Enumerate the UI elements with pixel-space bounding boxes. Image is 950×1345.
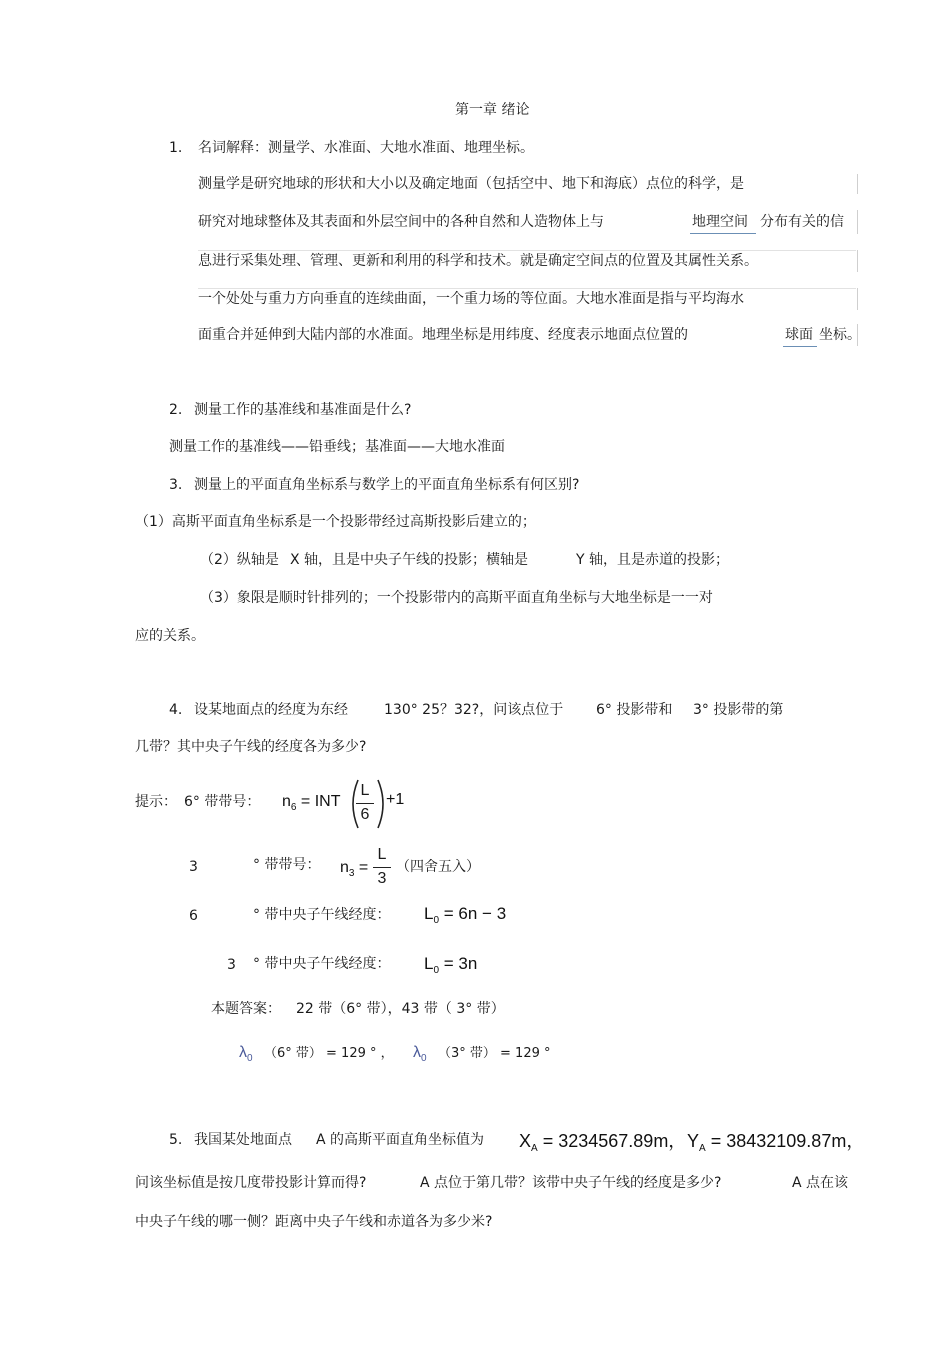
lambda-subscript: 0 <box>421 1053 427 1064</box>
q4-number: 4. <box>169 702 183 718</box>
n3-denominator: 3 <box>377 870 387 887</box>
fraction-bar <box>356 803 374 804</box>
q3-answer-2b: X 轴，且是中央子午线的投影；横轴是 <box>290 552 529 568</box>
x-symbol: X <box>519 1131 532 1151</box>
q1-answer-line: 分布有关的信 <box>760 214 844 230</box>
q5-number: 5. <box>169 1132 183 1148</box>
hint-6-band-label: 6° 带带号： <box>184 794 261 810</box>
q1-highlight-geographic-space: 地理空间 <box>692 214 748 230</box>
q4-question-b: 130° 25？32?，问该点位于 <box>384 702 564 718</box>
faint-rule <box>198 250 856 251</box>
y-symbol: Y <box>687 1131 700 1151</box>
q1-highlight-sphere: 球面 <box>785 327 813 343</box>
l0-6-expression: = 6n − 3 <box>443 904 507 923</box>
q1-answer-line: 测量学是研究地球的形状和大小以及确定地面（包括空中、地下和海底）点位的科学，是 <box>198 176 744 192</box>
q5-line2-c: A 点在该 <box>792 1175 849 1191</box>
l0-6-formula <box>424 904 506 924</box>
q4-question-c: 6° 投影带和 <box>596 702 673 718</box>
n6-symbol: n <box>282 793 291 810</box>
l0-3-expression: = 3n <box>443 954 478 973</box>
lambda: λ <box>239 1044 247 1061</box>
q3-answer-3: （3）象限是顺时针排列的；一个投影带内的高斯平面直角坐标与大地坐标是一一对 <box>200 590 713 606</box>
n3-formula <box>340 859 368 877</box>
y-value: = 38432109.87m， <box>710 1131 865 1151</box>
l0-subscript: 0 <box>433 965 440 976</box>
margin-rule <box>857 288 858 310</box>
q1-answer-line: 一个处处与重力方向垂直的连续曲面，一个重力场的等位面。大地水准面是指与平均海水 <box>198 291 744 307</box>
fraction-bar <box>373 867 391 868</box>
row-3-number: 3 <box>189 859 198 875</box>
n6-numerator: L <box>360 782 370 799</box>
lambda-value-2: （3° 带） = 129 ° <box>438 1046 551 1061</box>
q4-question-a: 设某地面点的经度为东经 <box>194 702 348 718</box>
x-value: = 3234567.89m， <box>542 1131 687 1151</box>
row-3c-number: 3 <box>227 957 236 973</box>
q2-number: 2. <box>169 402 183 418</box>
q1-answer-line: 息进行采集处理、管理、更新和利用的科学和技术。就是确定空间点的位置及其属性关系。 <box>198 253 758 269</box>
q5-question-a: 我国某处地面点 <box>194 1132 292 1148</box>
q1-number: 1. <box>169 140 183 156</box>
page-title: 第一章 绪论 <box>455 102 530 118</box>
answer-text: 22 带（6° 带），43 带（ 3° 带） <box>296 1001 505 1017</box>
q1-question: 名词解释：测量学、水准面、大地水准面、地理坐标。 <box>198 140 534 156</box>
q3-question: 测量上的平面直角坐标系与数学上的平面直角坐标系有何区别? <box>194 477 580 493</box>
q4-question-e: 几带？其中央子午线的经度各为多少? <box>135 739 367 755</box>
lambda-symbol-2 <box>413 1044 427 1062</box>
l0-symbol: L <box>424 904 434 923</box>
underline <box>690 233 756 234</box>
y-coordinate <box>687 1127 864 1153</box>
lambda-symbol-1 <box>239 1044 253 1062</box>
row-3c-label: ° 带中央子午线经度： <box>253 956 391 972</box>
q5-line3: 中央子午线的哪一侧？距离中央子午线和赤道各为多少米? <box>135 1214 493 1230</box>
row-6c-label: ° 带中央子午线经度： <box>253 907 391 923</box>
l0-subscript: 0 <box>433 915 440 926</box>
l0-3-formula <box>424 954 477 974</box>
q5-line2-b: A 点位于第几带？该带中央子午线的经度是多少? <box>420 1175 722 1191</box>
equals: = <box>358 859 369 876</box>
int-function: = INT <box>300 793 341 810</box>
lambda: λ <box>413 1044 421 1061</box>
margin-rule <box>857 174 858 194</box>
q5-question-b: A 的高斯平面直角坐标值为 <box>316 1132 485 1148</box>
n6-subscript: 6 <box>290 802 297 813</box>
q1-answer-line: 坐标。 <box>819 327 861 343</box>
row-3-label: ° 带带号： <box>253 857 321 873</box>
q3-answer-2a: （2）纵轴是 <box>200 552 279 568</box>
margin-rule <box>857 250 858 272</box>
q3-number: 3. <box>169 477 183 493</box>
lambda-subscript: 0 <box>247 1053 253 1064</box>
faint-rule <box>198 288 856 289</box>
q2-answer: 测量工作的基准线——铅垂线；基准面——大地水准面 <box>169 439 505 455</box>
margin-rule <box>857 324 858 346</box>
row-6c-number: 6 <box>189 908 198 924</box>
answer-label: 本题答案： <box>211 1001 281 1017</box>
q5-line2-a: 问该坐标值是按几度带投影计算而得? <box>135 1175 367 1191</box>
x-coordinate <box>519 1127 686 1153</box>
q1-answer-line: 面重合并延伸到大陆内部的水准面。地理坐标是用纬度、经度表示地面点位置的 <box>198 327 688 343</box>
n3-subscript: 3 <box>348 868 355 879</box>
n3-numerator: L <box>377 846 387 863</box>
n6-plus-one: +1 <box>386 791 405 808</box>
hint-label: 提示： <box>135 794 177 810</box>
q3-answer-3-cont: 应的关系。 <box>135 628 205 644</box>
n3-symbol: n <box>340 859 349 876</box>
underline <box>783 346 817 347</box>
q1-answer-line: 研究对地球整体及其表面和外层空间中的各种自然和人造物体上与 <box>198 214 604 230</box>
x-subscript: A <box>531 1143 538 1154</box>
n6-formula <box>282 793 340 811</box>
n6-denominator: 6 <box>360 806 370 823</box>
lambda-value-1: （6° 带） = 129 ° ， <box>264 1046 394 1061</box>
rounding-note: （四舍五入） <box>396 859 480 875</box>
y-subscript: A <box>699 1143 706 1154</box>
q4-question-d: 3° 投影带的第 <box>693 702 784 718</box>
l0-symbol: L <box>424 954 434 973</box>
q2-question: 测量工作的基准线和基准面是什么? <box>194 402 412 418</box>
q3-answer-1: （1）高斯平面直角坐标系是一个投影带经过高斯投影后建立的； <box>135 514 536 530</box>
q3-answer-2c: Y 轴，且是赤道的投影； <box>576 552 730 568</box>
margin-rule <box>857 210 858 234</box>
